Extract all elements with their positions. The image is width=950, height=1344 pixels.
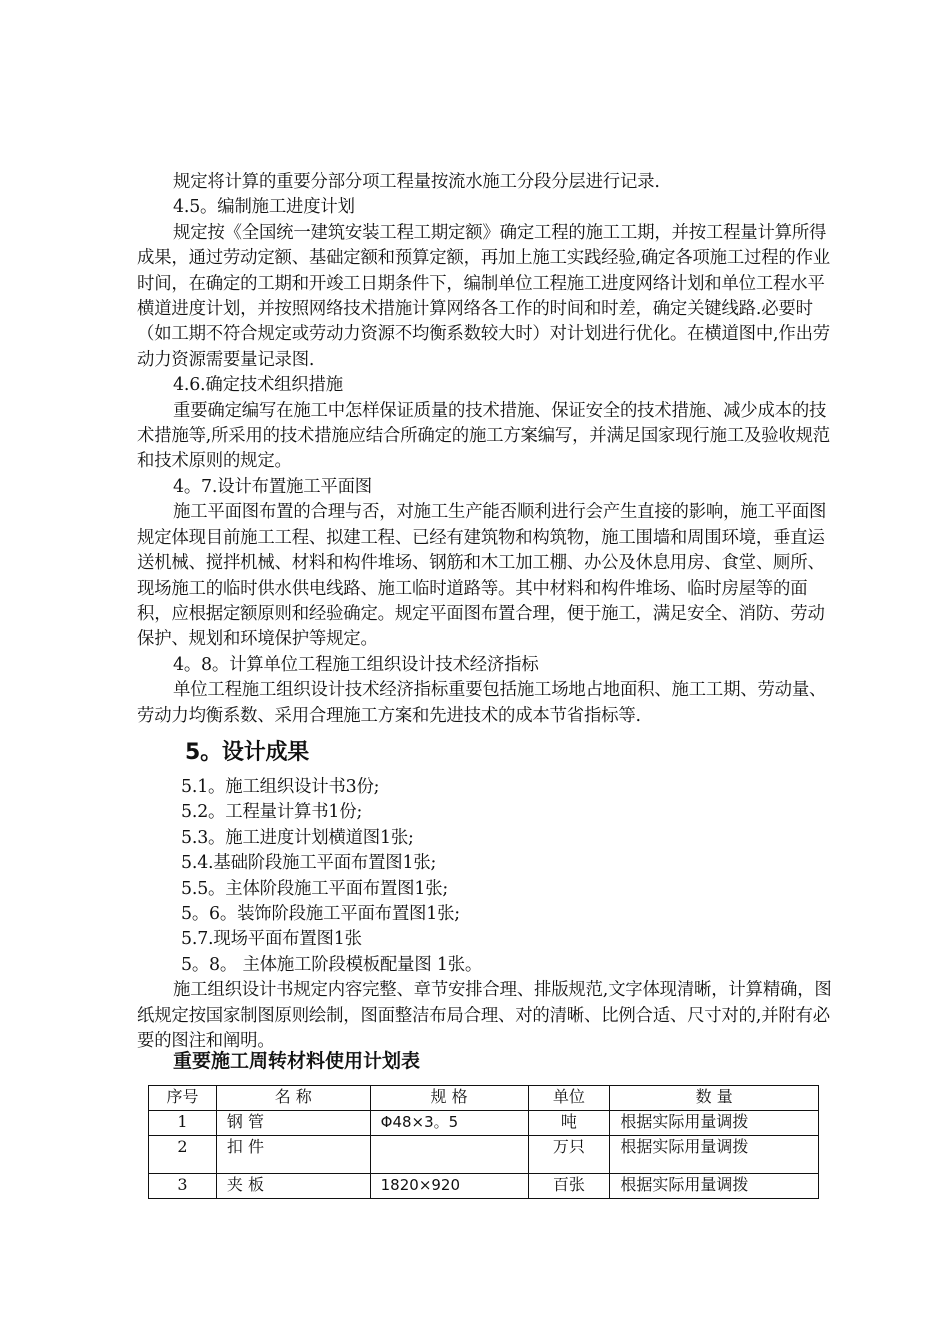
table-cell bbox=[370, 1136, 528, 1174]
table-row bbox=[149, 1136, 819, 1174]
document-body bbox=[137, 170, 833, 1054]
results-list-item: 5.5。主体阶段施工平面布置图1张; bbox=[181, 878, 449, 899]
paragraph: 重要确定编写在施工中怎样保证质量的技术措施、保证安全的技术措施、减少成本的技术措施等,所采用的技术措施应结合所确定的施工方案编写，并满足国家现行施工及验收规范和技术原则的规定。 bbox=[137, 400, 830, 472]
materials-table bbox=[148, 1085, 819, 1199]
results-list-item: 5.2。工程量计算书1份; bbox=[181, 802, 363, 823]
paragraph: 单位工程施工组织设计技术经济指标重要包括施工场地占地面积、施工工期、劳动量、劳动力均衡系数、采用合理施工方案和先进技术的成本节省指标等. bbox=[137, 680, 827, 726]
section-heading: 5。设计成果 bbox=[185, 739, 310, 765]
results-list-item: 5。8。 主体施工阶段模板配量图 1张。 bbox=[181, 954, 483, 975]
table-cell: 根据实际用量调拨 bbox=[610, 1174, 819, 1199]
table-cell: 根据实际用量调拨 bbox=[610, 1111, 819, 1136]
table-cell: 扣 件 bbox=[216, 1136, 370, 1174]
results-list-item: 5.3。施工进度计划横道图1张; bbox=[181, 827, 414, 848]
results-list-item: 5.4.基础阶段施工平面布置图1张; bbox=[181, 853, 437, 874]
table-cell: Φ48×3。5 bbox=[370, 1111, 528, 1136]
subheading-4-8: 4。8。计算单位工程施工组织设计技术经济指标 bbox=[173, 654, 539, 675]
header-cell: 名 称 bbox=[216, 1086, 370, 1111]
table-cell: 钢 管 bbox=[216, 1111, 370, 1136]
subheading-4-7: 4。7.设计布置施工平面图 bbox=[173, 476, 372, 497]
header-cell: 序号 bbox=[149, 1086, 217, 1111]
results-list-item: 5.7.现场平面布置图1张 bbox=[181, 929, 362, 950]
paragraph: 规定将计算的重要分部分项工程量按流水施工分段分层进行记录. bbox=[173, 172, 660, 192]
paragraph: 施工平面图布置的合理与否，对施工生产能否顺利进行会产生直接的影响，施工平面图规定体现目前施工工程、拟建工程、已经有建筑物和构筑物，施工围墙和周围环境，垂直运送机械、搅拌机械、材料和构件堆场、钢筋和木工加工棚、办公及休息用房、食堂、厕所、现场施工的临时供水供电线路、施工临时道路等。其中材料和构件堆场、临时房屋等的面积，应根据定额原则和经验确定。规定平面图布置合理，便于施工，满足安全、消防、劳动保护、规划和环境保护等规定。 bbox=[137, 502, 827, 650]
table-cell: 1820×920 bbox=[370, 1174, 528, 1199]
table-row bbox=[149, 1111, 819, 1136]
table-title: 重要施工周转材料使用计划表 bbox=[173, 1050, 421, 1072]
header-cell: 数 量 bbox=[610, 1086, 819, 1111]
table-row bbox=[149, 1174, 819, 1199]
table-cell: 3 bbox=[149, 1174, 217, 1199]
table-cell: 1 bbox=[149, 1111, 217, 1136]
subheading-4-5: 4.5。编制施工进度计划 bbox=[173, 197, 355, 218]
table-cell: 吨 bbox=[528, 1111, 610, 1136]
table-cell: 2 bbox=[149, 1136, 217, 1174]
table-header-row bbox=[149, 1086, 819, 1111]
table-cell: 万只 bbox=[528, 1136, 610, 1174]
header-cell: 单位 bbox=[528, 1086, 610, 1111]
results-list-item: 5.1。施工组织设计书3份; bbox=[181, 776, 380, 797]
paragraph: 规定按《全国统一建筑安装工程工期定额》确定工程的施工工期，并按工程量计算所得成果，通过劳动定额、基础定额和预算定额，再加上施工实践经验,确定各项施工过程的作业时间，在确定的工期和开竣工日期条件下，编制单位工程施工进度网络计划和单位工程水平横道进度计划，并按照网络技术措施计算网络各工作的时间和时差，确定关键线路.必要时（如工期不符合规定或劳动力资源不均衡系数较大时）对计划进行优化。在横道图中,作出劳动力资源需要量记录图. bbox=[137, 222, 830, 370]
table-cell: 百张 bbox=[528, 1174, 610, 1199]
table-cell: 夹 板 bbox=[216, 1174, 370, 1199]
header-cell: 规 格 bbox=[370, 1086, 528, 1111]
results-list-item: 5。6。装饰阶段施工平面布置图1张; bbox=[181, 903, 460, 924]
closing-paragraph: 施工组织设计书规定内容完整、章节安排合理、排版规范,文字体现清晰，计算精确，图纸规定按国家制图原则绘制，图面整洁布局合理、对的清晰、比例合适、尺寸对的,并附有必要的图注和阐明。 bbox=[137, 980, 832, 1051]
subheading-4-6: 4.6.确定技术组织措施 bbox=[173, 375, 343, 396]
table-cell: 根据实际用量调拨 bbox=[610, 1136, 819, 1174]
